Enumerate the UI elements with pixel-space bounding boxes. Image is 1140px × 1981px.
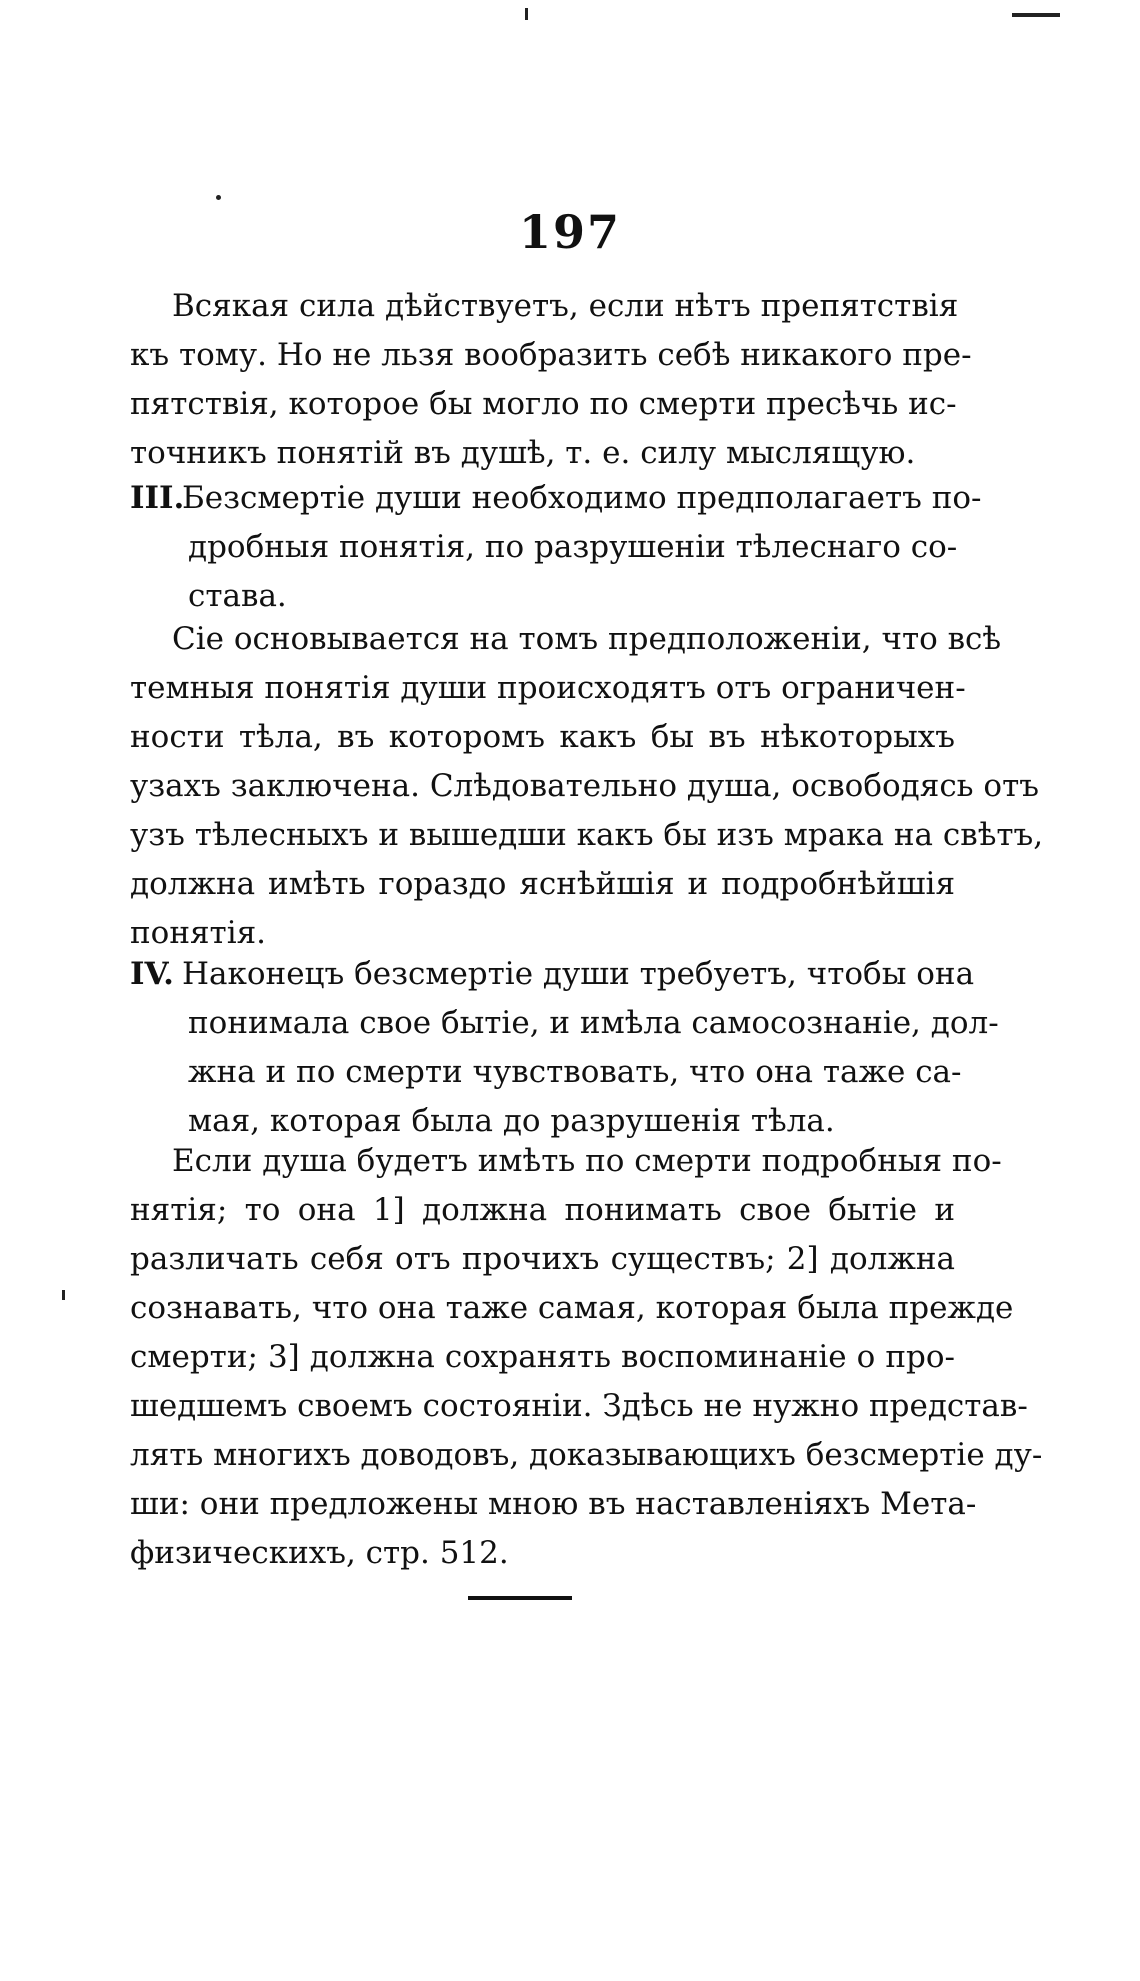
section-numeral: III. <box>130 480 185 516</box>
text-line: става. <box>188 578 287 614</box>
text-line: къ тому. Но не льзя вообразить себѣ никакого пре- <box>130 337 972 373</box>
paragraph-3 <box>130 1137 1043 1578</box>
scan-mark-top-right <box>1012 13 1060 17</box>
text-line: ности тѣла, въ которомъ какъ бы въ нѣкоторыхъ <box>130 719 955 755</box>
text-line: Всякая сила дѣйствуетъ, если нѣтъ препятствія <box>172 288 959 324</box>
text-line: различать себя отъ прочихъ существъ; 2] должна <box>130 1241 955 1277</box>
text-line: ши: они предложены мною въ наставленіяхъ Мета- <box>130 1486 977 1522</box>
text-line: физическихъ, стр. 512. <box>130 1535 509 1571</box>
section-4 <box>130 950 999 1146</box>
text-line: узахъ заключена. Слѣдовательно душа, освободясь отъ <box>130 768 1039 804</box>
text-line: сознавать, что она таже самая, которая была прежде <box>130 1290 1014 1326</box>
section-3 <box>130 474 982 621</box>
text-line: дробныя понятія, по разрушеніи тѣлеснаго со- <box>188 529 958 565</box>
text-line: лять многихъ доводовъ, доказывающихъ безсмертіе ду- <box>130 1437 1043 1473</box>
text-line: Если душа будетъ имѣть по смерти подробныя по- <box>172 1143 1002 1179</box>
scan-speck <box>216 195 221 200</box>
text-line: понятія. <box>130 915 267 951</box>
section-numeral: IV. <box>130 956 174 992</box>
text-line: пятствія, которое бы могло по смерти пресѣчь ис- <box>130 386 957 422</box>
text-line: шедшемъ своемъ состояніи. Здѣсь не нужно представ- <box>130 1388 1028 1424</box>
text-line: нятія; то она 1] должна понимать свое бытіе и <box>130 1192 955 1228</box>
text-line: точникъ понятій въ душѣ, т. е. силу мыслящую. <box>130 435 916 471</box>
text-line: мая, которая была до разрушенія тѣла. <box>188 1103 835 1139</box>
text-line: понимала свое бытіе, и имѣла самосознаніе, дол- <box>188 1005 999 1041</box>
text-line: Безсмертіе души необходимо предполагаетъ по- <box>182 480 982 516</box>
scan-mark-top <box>525 8 528 20</box>
paragraph-1 <box>130 282 972 478</box>
text-line: смерти; 3] должна сохранять воспоминаніе о про- <box>130 1339 955 1375</box>
page-number: 197 <box>518 205 622 259</box>
text-line: должна имѣть гораздо яснѣйшія и подробнѣйшія <box>130 866 955 902</box>
end-rule <box>468 1596 572 1600</box>
text-line: узъ тѣлесныхъ и вышедши какъ бы изъ мрака на свѣтъ, <box>130 817 1044 853</box>
paragraph-2 <box>130 615 1044 958</box>
text-line: жна и по смерти чувствовать, что она таже са- <box>188 1054 962 1090</box>
text-line: темныя понятія души происходятъ отъ ограничен- <box>130 670 966 706</box>
text-line: Сіе основывается на томъ предположеніи, что всѣ <box>172 621 1002 657</box>
scan-speck <box>62 1290 65 1300</box>
text-line: Наконецъ безсмертіе души требуетъ, чтобы она <box>182 956 975 992</box>
